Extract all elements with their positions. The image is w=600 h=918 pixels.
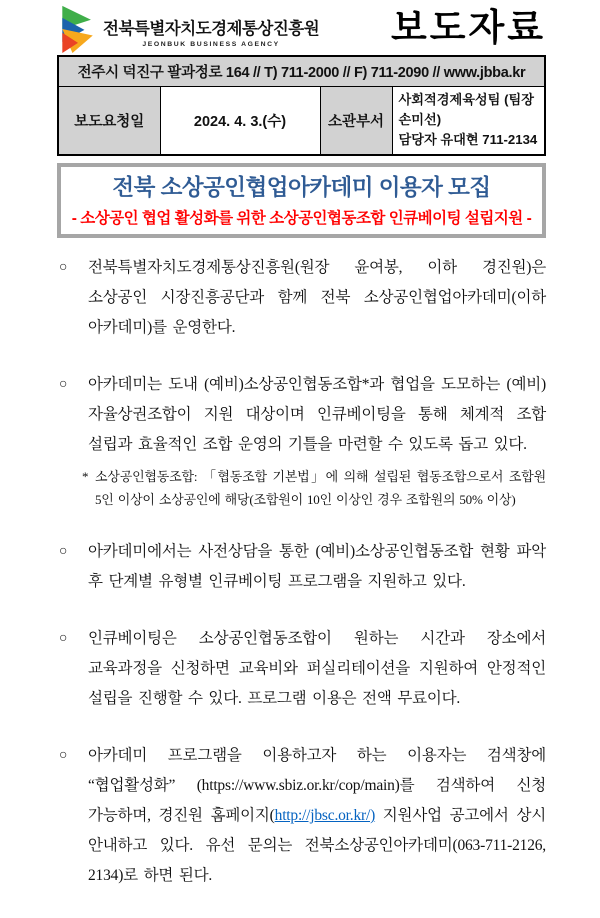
contact-info-table xyxy=(57,55,546,156)
footnote-text: 소상공인협동조합: 「협동조합 기본법」에 의해 설립된 협동조합으로서 조합원 5인 이상이 소상공인에 해당(조합원이 10인 이상인 경우 조합원의 50% 이상) xyxy=(95,468,546,507)
table-row-details xyxy=(58,86,545,155)
bullet-icon: ○ xyxy=(59,259,68,275)
title-box xyxy=(57,163,546,238)
paragraph-2 xyxy=(57,370,546,460)
paragraph-3-text: 아카데미에서는 사전상담을 통한 (예비)소상공인협동조합 현황 파악 후 단계별 유형별 인큐베이팅 프로그램을 지원하고 있다. xyxy=(88,542,546,590)
paragraph-5-text-after: 지원사업 공고에서 상시 안내하고 있다. 유선 문의는 전북소상공인아카데미(063-711-2126, 2134)로 하면 된다. xyxy=(88,806,546,884)
document-body xyxy=(57,253,546,891)
agency-logo xyxy=(57,5,319,58)
homepage-link[interactable]: http://jbsc.or.kr/) xyxy=(274,806,376,824)
paragraph-4 xyxy=(57,624,546,714)
agency-logo-text xyxy=(103,5,319,48)
page-title: 전북 소상공인협업아카데미 이용자 모집 xyxy=(112,174,491,200)
footnote xyxy=(70,465,546,511)
agency-name-en: JEONBUK BUSINESS AGENCY xyxy=(142,41,280,48)
paragraph-1-text: 전북특별자치도경제통상진흥원(원장 윤여봉, 이하 경진원)은 소상공인 시장진흥공단과 함께 전북 소상공인협업아카데미(이하 아카데미)를 운영한다. xyxy=(88,258,546,336)
bullet-icon: ○ xyxy=(59,376,68,392)
paragraph-1 xyxy=(57,253,546,343)
table-row-address xyxy=(58,56,545,86)
page-subtitle: - 소상공인 협업 활성화를 위한 소상공인협동조합 인큐베이팅 설립지원 - xyxy=(71,209,532,227)
document-header xyxy=(57,0,546,52)
doc-type-title: 보도자료 xyxy=(391,7,546,48)
agency-logo-icon xyxy=(57,5,99,58)
bullet-icon: ○ xyxy=(59,543,68,559)
agency-name: 전북특별자치도경제통상진흥원 xyxy=(103,20,320,38)
paragraph-3 xyxy=(57,537,546,597)
asterisk-icon: * xyxy=(82,468,89,484)
paragraph-4-text: 인큐베이팅은 소상공인협동조합이 원하는 시간과 장소에서 교육과정을 신청하면 교육비와 퍼실리테이션을 지원하여 안정적인 설립을 진행할 수 있다. 프로그램 이용은 전액 무료이다. xyxy=(88,629,546,707)
request-date-value: 2024. 4. 3.(수) xyxy=(160,86,320,155)
request-date-label: 보도요청일 xyxy=(58,86,160,155)
press-release-page xyxy=(57,0,546,918)
bullet-icon: ○ xyxy=(59,630,68,646)
department-contact: 담당자 유대현 711-2134 xyxy=(398,132,538,148)
department-label: 소관부서 xyxy=(320,86,392,155)
paragraph-5-text-before: 아카데미 프로그램을 이용하고자 하는 이용자는 검색창에 “협업활성화” (https://www.sbiz.or.kr/cop/main)를 검색하여 신청 가능하며, 경진원 홈페이지( xyxy=(88,746,546,824)
address-line: 전주시 덕진구 팔과정로 164 // T) 711-2000 // F) 711-2090 // www.jbba.kr xyxy=(58,56,545,86)
department-team: 사회적경제육성팀 (팀장 손미선) xyxy=(398,91,534,127)
paragraph-5 xyxy=(57,741,546,891)
bullet-icon: ○ xyxy=(59,747,68,763)
department-value xyxy=(392,86,545,155)
paragraph-2-text: 아카데미는 도내 (예비)소상공인협동조합*과 협업을 도모하는 (예비)자율상권조합이 지원 대상이며 인큐베이팅을 통해 체계적 조합 설립과 효율적인 조합 운영의 기틀을 마련할 수 있도록 돕고 있다. xyxy=(88,375,546,453)
